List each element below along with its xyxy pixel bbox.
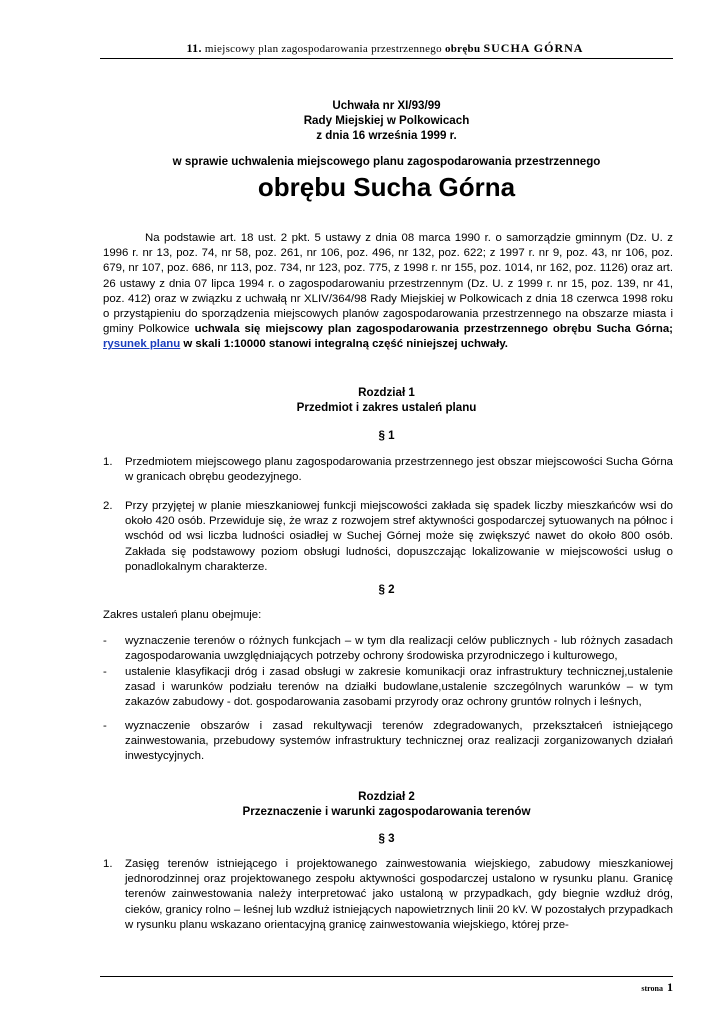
item-bullet: - <box>103 720 107 732</box>
header-number: 11. <box>186 41 202 55</box>
drawing-link[interactable]: rysunek planu <box>103 338 181 351</box>
header-bold-word: obrębu <box>444 43 481 55</box>
running-header <box>100 41 670 56</box>
resolution-number: Uchwała nr XI/93/99 <box>332 99 441 112</box>
item-text: ustalenie klasyfikacji dróg i zasad obsługi w zakresie komunikacji oraz infrastruktury technicznej,ustalenie zasad i warunków podziału terenów na działki budowlane,ustalenie szczególnych warunków – w tym zakazów zabudowy - dot. gospodarowania zasobami przyrody oraz ochrony gruntów rolnych i leśnych, <box>125 666 673 709</box>
chapter2-heading <box>100 789 673 819</box>
list-item <box>103 719 673 765</box>
page-number: 1 <box>667 980 673 994</box>
item-number: 1. <box>103 858 113 870</box>
item-text: Przedmiotem miejscowego planu zagospodarowania przestrzennego jest obszar miejscowości Sucha Górna w granicach obrębu geodezyjnego. <box>125 456 673 484</box>
list-item <box>103 455 673 485</box>
preamble-text: Na podstawie art. 18 ust. 2 pkt. 5 ustawy z dnia 08 marca 1990 r. o samorządzie gminnym (Dz. U. z 1996 r. nr 13, poz. 74, nr 58, poz. 261, nr 106, poz. 496, nr 132, poz. 622; z 1997 r. nr 9, poz. 43, nr 106, poz. 679, nr 107, poz. 686, nr 113, poz. 734, nr 123, poz. 775, z 1998 r. nr 155, poz. 1014, nr 162, poz. 1126) oraz art. 26 ustawy z dnia 07 lipca 1994 r. o zagospodarowaniu przestrzennym (Dz. U. z 1999 r. nr 15, poz. 139, nr 41, poz. 412) oraz w związku z uchwałą nr XLIV/364/98 Rady Miejskiej w Polkowicach z dnia 18 czerwca 1998 roku o przystąpieniu do sporządzenia miejscowych planów zagospodarowania przestrzennego na obszarze miasta i gminy Polkowice <box>103 232 673 336</box>
list-item <box>103 634 673 664</box>
list-item <box>103 499 673 575</box>
chapter2-subtitle: Przeznaczenie i warunki zagospodarowania terenów <box>242 805 531 818</box>
item-text: Zasięg terenów istniejącego i projektowanego zainwestowania wiejskiego, zabudowy mieszkaniowej jednorodzinnej oraz projektowanego zespołu aktywności gospodarczej ustalono w rysunku planu. Granicę terenów zainwestowania należy interpretować jako ustaloną w przypadkach, gdy biegnie wzdłuż dróg, cieków, granicy rolno – leśnej lub wzdłuż istniejących napowietrznych linii 20 kV. W pozostałych przypadkach w rysunku planu wskazano orientacyjną granicę zainwestowania wiejskiego, której prze- <box>125 858 673 931</box>
section2-intro: Zakres ustaleń planu obejmuje: <box>103 609 262 621</box>
chapter1-subtitle: Przedmiot i zakres ustaleń planu <box>296 401 477 414</box>
item-number: 2. <box>103 500 113 512</box>
item-text: Przy przyjętej w planie mieszkaniowej funkcji miejscowości zakłada się spadek liczby mieszkańców wsi do około 420 osób. Przewiduje się, że wraz z rozwojem stref aktywności gospodarczej sytuowanych na północ i wschód od wsi liczba ludności osiadłej w Suchej Górnej może się zwiększyć nawet do około 800 osób. Zakłada się podstawowy poziom obsługi ludności, dopuszczając lokalizowanie w miejscowości usług o ponadlokalnym charakterze. <box>125 500 673 573</box>
section1-heading: § 1 <box>378 429 395 442</box>
resolution-date: z dnia 16 września 1999 r. <box>316 129 457 142</box>
list-item <box>103 665 673 711</box>
document-title: obrębu Sucha Górna <box>257 172 516 202</box>
header-place: SUCHA GÓRNA <box>483 41 584 55</box>
item-bullet: - <box>103 635 107 647</box>
resolution-council: Rady Miejskiej w Polkowicach <box>303 114 470 127</box>
preamble-bold-tail: w skali 1:10000 stanowi integralną część niniejszej uchwały. <box>183 338 508 351</box>
resolution-heading <box>100 98 673 143</box>
header-rule <box>100 58 673 59</box>
resolution-subject: w sprawie uchwalenia miejscowego planu zagospodarowania przestrzennego <box>172 155 601 168</box>
footer-rule <box>100 976 673 977</box>
item-text: wyznaczenie terenów o różnych funkcjach – w tym dla realizacji celów publicznych - lub różnych zasadach zagospodarowania uwzględniających potrzeby ochrony środowiska przyrodniczego i kulturowego, <box>125 635 673 663</box>
chapter1-heading <box>100 385 673 415</box>
footer-label: strona <box>641 984 663 993</box>
section2-heading: § 2 <box>378 583 395 596</box>
list-item <box>103 857 673 933</box>
item-number: 1. <box>103 456 113 468</box>
page-footer <box>600 978 673 996</box>
item-bullet: - <box>103 666 107 678</box>
item-text: wyznaczenie obszarów i zasad rekultywacji terenów zdegradowanych, przekształceń istniejącego zainwestowania, przebudowy systemów infrastruktury technicznej oraz realizacji zorganizowanych działań inwestycyjnych. <box>125 720 673 763</box>
chapter1-title: Rozdział 1 <box>358 386 415 399</box>
preamble-bold: uchwala się miejscowy plan zagospodarowania przestrzennego obrębu Sucha Górna; <box>194 323 673 336</box>
preamble-paragraph <box>103 231 673 353</box>
header-text: miejscowy plan zagospodarowania przestrzennego <box>204 43 442 55</box>
section3-heading: § 3 <box>378 832 395 845</box>
chapter2-title: Rozdział 2 <box>358 790 415 803</box>
